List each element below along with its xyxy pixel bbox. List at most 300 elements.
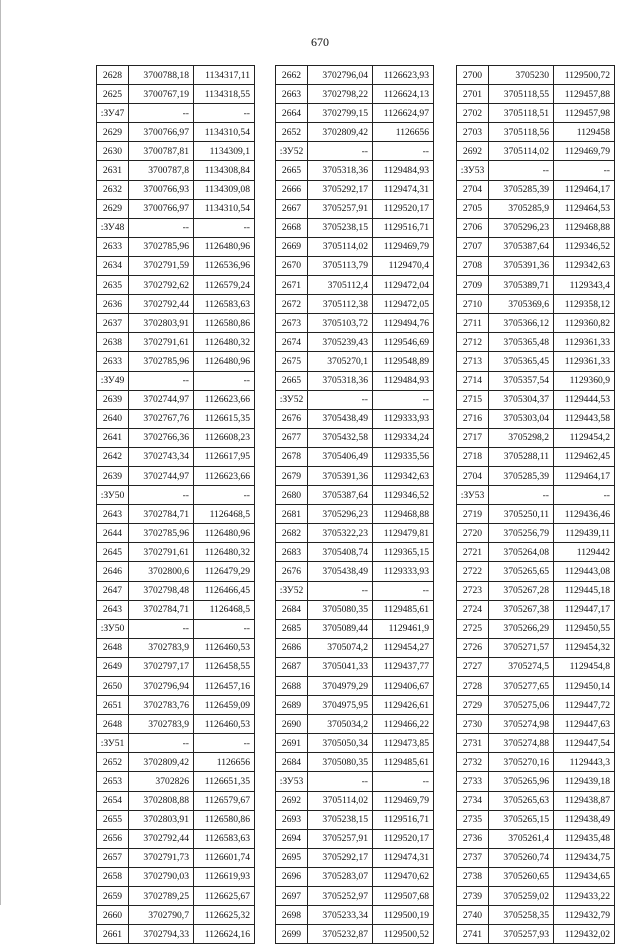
y-coordinate-cell: 1126468,5 xyxy=(194,505,255,524)
x-coordinate-cell: 3702800,6 xyxy=(129,562,194,581)
table-row xyxy=(457,218,615,237)
y-coordinate-cell: 1129462,45 xyxy=(554,447,615,466)
x-coordinate-cell: 3702784,71 xyxy=(129,505,194,524)
point-number-cell: 2639 xyxy=(97,466,129,485)
y-coordinate-cell: 1129438,87 xyxy=(554,791,615,810)
x-coordinate-cell: 3705274,5 xyxy=(489,657,554,676)
x-coordinate-cell: 3705366,12 xyxy=(489,314,554,333)
table-row xyxy=(457,199,615,218)
y-coordinate-cell: 1129500,19 xyxy=(373,906,434,925)
y-coordinate-cell: 1129342,63 xyxy=(554,256,615,275)
table-row xyxy=(276,466,434,485)
point-number-cell: 2667 xyxy=(276,199,308,218)
y-coordinate-cell: 1129333,93 xyxy=(373,409,434,428)
point-number-cell: 2652 xyxy=(276,123,308,142)
point-number-cell: 2625 xyxy=(97,85,129,104)
x-coordinate-cell: 3705238,15 xyxy=(308,218,373,237)
y-coordinate-cell: -- xyxy=(194,371,255,390)
x-coordinate-cell: 3705257,91 xyxy=(308,199,373,218)
x-coordinate-cell: 3705298,2 xyxy=(489,428,554,447)
y-coordinate-cell: 1129435,48 xyxy=(554,829,615,848)
coordinates-table-middle xyxy=(275,65,434,944)
x-coordinate-cell: 3705292,17 xyxy=(308,848,373,867)
y-coordinate-cell: -- xyxy=(194,619,255,638)
y-coordinate-cell: 1129432,02 xyxy=(554,925,615,944)
y-coordinate-cell: 1129365,15 xyxy=(373,543,434,562)
y-coordinate-cell: 1129470,62 xyxy=(373,867,434,886)
x-coordinate-cell: 3705277,65 xyxy=(489,677,554,696)
point-number-cell: :ЗУ49 xyxy=(97,371,129,390)
point-number-cell: 2730 xyxy=(457,715,489,734)
point-number-cell: 2663 xyxy=(276,85,308,104)
x-coordinate-cell: 3705074,2 xyxy=(308,638,373,657)
point-number-cell: 2652 xyxy=(97,753,129,772)
x-coordinate-cell: -- xyxy=(129,218,194,237)
x-coordinate-cell: 3705391,36 xyxy=(308,466,373,485)
x-coordinate-cell: 3702792,44 xyxy=(129,295,194,314)
table-row xyxy=(457,276,615,295)
point-number-cell: 2705 xyxy=(457,199,489,218)
table-row xyxy=(457,333,615,352)
table-row xyxy=(97,180,255,199)
y-coordinate-cell: 1129426,61 xyxy=(373,696,434,715)
x-coordinate-cell: 3705432,58 xyxy=(308,428,373,447)
y-coordinate-cell: 1129445,18 xyxy=(554,581,615,600)
point-number-cell: 2639 xyxy=(97,390,129,409)
table-row xyxy=(457,810,615,829)
point-number-cell: 2735 xyxy=(457,810,489,829)
point-number-cell: 2728 xyxy=(457,677,489,696)
x-coordinate-cell: 3705267,28 xyxy=(489,581,554,600)
point-number-cell: 2650 xyxy=(97,677,129,696)
point-number-cell: :ЗУ50 xyxy=(97,486,129,505)
y-coordinate-cell: 1129485,61 xyxy=(373,600,434,619)
x-coordinate-cell: 3702792,44 xyxy=(129,829,194,848)
y-coordinate-cell: 1129360,82 xyxy=(554,314,615,333)
x-coordinate-cell: 3705259,02 xyxy=(489,887,554,906)
table-row xyxy=(97,428,255,447)
point-number-cell: 2704 xyxy=(457,466,489,485)
table-row xyxy=(97,352,255,371)
table-row xyxy=(276,85,434,104)
table-row xyxy=(276,218,434,237)
point-number-cell: 2647 xyxy=(97,581,129,600)
y-coordinate-cell: 1126624,13 xyxy=(373,85,434,104)
table-row xyxy=(97,505,255,524)
table-row xyxy=(97,447,255,466)
x-coordinate-cell: 3702794,33 xyxy=(129,925,194,944)
x-coordinate-cell: 3704975,95 xyxy=(308,696,373,715)
point-number-cell: 2671 xyxy=(276,276,308,295)
table-row xyxy=(457,772,615,791)
x-coordinate-cell: 3705369,6 xyxy=(489,295,554,314)
x-coordinate-cell: 3705274,88 xyxy=(489,734,554,753)
y-coordinate-cell: 1129432,79 xyxy=(554,906,615,925)
x-coordinate-cell: 3705118,55 xyxy=(489,85,554,104)
table-row xyxy=(276,848,434,867)
page-number: 670 xyxy=(311,35,329,49)
y-coordinate-cell: 1134310,54 xyxy=(194,199,255,218)
scan-left-edge xyxy=(0,0,1,905)
point-number-cell: 2736 xyxy=(457,829,489,848)
point-number-cell: 2645 xyxy=(97,543,129,562)
y-coordinate-cell: 1126601,74 xyxy=(194,848,255,867)
table-row xyxy=(276,237,434,256)
y-coordinate-cell: 1129444,53 xyxy=(554,390,615,409)
y-coordinate-cell: 1126656 xyxy=(373,123,434,142)
table-row xyxy=(457,161,615,180)
point-number-cell: 2666 xyxy=(276,180,308,199)
table-row xyxy=(457,696,615,715)
x-coordinate-cell: 3705408,74 xyxy=(308,543,373,562)
y-coordinate-cell: 1126480,96 xyxy=(194,524,255,543)
x-coordinate-cell: 3705257,93 xyxy=(489,925,554,944)
x-coordinate-cell: -- xyxy=(489,486,554,505)
table-row xyxy=(457,314,615,333)
point-number-cell: 2700 xyxy=(457,66,489,85)
table-row xyxy=(97,237,255,256)
table-row xyxy=(276,734,434,753)
y-coordinate-cell: 1129358,12 xyxy=(554,295,615,314)
table-row xyxy=(97,619,255,638)
y-coordinate-cell: 1126656 xyxy=(194,753,255,772)
y-coordinate-cell: 1129466,22 xyxy=(373,715,434,734)
table-row xyxy=(97,848,255,867)
table-row xyxy=(457,256,615,275)
point-number-cell: 2713 xyxy=(457,352,489,371)
point-number-cell: 2689 xyxy=(276,696,308,715)
y-coordinate-cell: 1129468,88 xyxy=(554,218,615,237)
x-coordinate-cell: 3705230 xyxy=(489,66,554,85)
y-coordinate-cell: 1129447,17 xyxy=(554,600,615,619)
table-row xyxy=(457,638,615,657)
table-row xyxy=(276,333,434,352)
x-coordinate-cell: 3702783,76 xyxy=(129,696,194,715)
table-row xyxy=(97,295,255,314)
point-number-cell: 2665 xyxy=(276,371,308,390)
table-row xyxy=(97,371,255,390)
point-number-cell: 2676 xyxy=(276,409,308,428)
table-row xyxy=(457,925,615,944)
x-coordinate-cell: -- xyxy=(129,619,194,638)
table-row xyxy=(457,734,615,753)
table-row xyxy=(276,104,434,123)
x-coordinate-cell: 3705365,48 xyxy=(489,333,554,352)
table-row xyxy=(457,142,615,161)
x-coordinate-cell: 3705114,02 xyxy=(489,142,554,161)
point-number-cell: 2692 xyxy=(276,791,308,810)
x-coordinate-cell: 3705296,23 xyxy=(308,505,373,524)
point-number-cell: 2683 xyxy=(276,543,308,562)
point-number-cell: 2727 xyxy=(457,657,489,676)
x-coordinate-cell: 3705357,54 xyxy=(489,371,554,390)
y-coordinate-cell: 1129474,31 xyxy=(373,180,434,199)
x-coordinate-cell: -- xyxy=(308,772,373,791)
y-coordinate-cell: 1129335,56 xyxy=(373,447,434,466)
table-row xyxy=(457,123,615,142)
y-coordinate-cell: 1129443,08 xyxy=(554,562,615,581)
point-number-cell: 2635 xyxy=(97,276,129,295)
x-coordinate-cell: 3705274,98 xyxy=(489,715,554,734)
y-coordinate-cell: 1129457,98 xyxy=(554,104,615,123)
point-number-cell: 2685 xyxy=(276,619,308,638)
point-number-cell: 2734 xyxy=(457,791,489,810)
table-row xyxy=(457,85,615,104)
x-coordinate-cell: 3705233,34 xyxy=(308,906,373,925)
point-number-cell: 2719 xyxy=(457,505,489,524)
x-coordinate-cell: 3702797,17 xyxy=(129,657,194,676)
y-coordinate-cell: 1129342,63 xyxy=(373,466,434,485)
point-number-cell: :ЗУ47 xyxy=(97,104,129,123)
table-row xyxy=(457,505,615,524)
table-row xyxy=(97,314,255,333)
x-coordinate-cell: 3700787,81 xyxy=(129,142,194,161)
point-number-cell: 2684 xyxy=(276,753,308,772)
y-coordinate-cell: -- xyxy=(373,772,434,791)
x-coordinate-cell: 3705114,02 xyxy=(308,791,373,810)
x-coordinate-cell: 3705304,37 xyxy=(489,390,554,409)
point-number-cell: :ЗУ51 xyxy=(97,734,129,753)
x-coordinate-cell: 3702783,9 xyxy=(129,638,194,657)
y-coordinate-cell: 1126580,86 xyxy=(194,314,255,333)
table-row xyxy=(276,314,434,333)
table-row xyxy=(276,696,434,715)
table-row xyxy=(276,276,434,295)
point-number-cell: 2631 xyxy=(97,161,129,180)
table-row xyxy=(97,256,255,275)
table-row xyxy=(97,123,255,142)
point-number-cell: :ЗУ52 xyxy=(276,581,308,600)
point-number-cell: 2716 xyxy=(457,409,489,428)
x-coordinate-cell: -- xyxy=(308,142,373,161)
table-row xyxy=(276,810,434,829)
x-coordinate-cell: 3705285,9 xyxy=(489,199,554,218)
x-coordinate-cell: 3702744,97 xyxy=(129,466,194,485)
table-row xyxy=(457,887,615,906)
x-coordinate-cell: 3705113,79 xyxy=(308,256,373,275)
table-row xyxy=(276,562,434,581)
point-number-cell: 2633 xyxy=(97,352,129,371)
y-coordinate-cell: 1126624,16 xyxy=(194,925,255,944)
y-coordinate-cell: 1129516,71 xyxy=(373,218,434,237)
x-coordinate-cell: 3702803,91 xyxy=(129,810,194,829)
y-coordinate-cell: 1126651,35 xyxy=(194,772,255,791)
point-number-cell: 2629 xyxy=(97,199,129,218)
table-row xyxy=(276,715,434,734)
point-number-cell: 2688 xyxy=(276,677,308,696)
y-coordinate-cell: 1134308,84 xyxy=(194,161,255,180)
table-row xyxy=(97,657,255,676)
y-coordinate-cell: -- xyxy=(373,581,434,600)
table-row xyxy=(97,638,255,657)
y-coordinate-cell: 1126583,63 xyxy=(194,295,255,314)
point-number-cell: 2708 xyxy=(457,256,489,275)
y-coordinate-cell: 1126458,55 xyxy=(194,657,255,676)
x-coordinate-cell: 3705292,17 xyxy=(308,180,373,199)
y-coordinate-cell: 1129443,3 xyxy=(554,753,615,772)
x-coordinate-cell: 3705438,49 xyxy=(308,409,373,428)
table-row xyxy=(97,66,255,85)
table-row xyxy=(276,619,434,638)
y-coordinate-cell: 1129485,61 xyxy=(373,753,434,772)
y-coordinate-cell: 1129500,52 xyxy=(373,925,434,944)
table-row xyxy=(457,753,615,772)
y-coordinate-cell: 1126460,53 xyxy=(194,638,255,657)
x-coordinate-cell: 3700767,19 xyxy=(129,85,194,104)
x-coordinate-cell: 3700787,8 xyxy=(129,161,194,180)
x-coordinate-cell: 3705257,91 xyxy=(308,829,373,848)
point-number-cell: 2720 xyxy=(457,524,489,543)
y-coordinate-cell: 1126624,97 xyxy=(373,104,434,123)
y-coordinate-cell: 1126579,67 xyxy=(194,791,255,810)
y-coordinate-cell: 1129439,11 xyxy=(554,524,615,543)
point-number-cell: 2687 xyxy=(276,657,308,676)
y-coordinate-cell: 1134309,1 xyxy=(194,142,255,161)
point-number-cell: 2674 xyxy=(276,333,308,352)
point-number-cell: 2697 xyxy=(276,887,308,906)
point-number-cell: 2642 xyxy=(97,447,129,466)
x-coordinate-cell: 3702784,71 xyxy=(129,600,194,619)
x-coordinate-cell: 3705365,45 xyxy=(489,352,554,371)
y-coordinate-cell: 1129464,17 xyxy=(554,180,615,199)
table-row xyxy=(97,543,255,562)
table-row xyxy=(457,428,615,447)
point-number-cell: 2738 xyxy=(457,867,489,886)
table-row xyxy=(457,581,615,600)
x-coordinate-cell: 3705267,38 xyxy=(489,600,554,619)
x-coordinate-cell: 3702791,59 xyxy=(129,256,194,275)
x-coordinate-cell: 3702809,42 xyxy=(308,123,373,142)
y-coordinate-cell: 1129360,9 xyxy=(554,371,615,390)
point-number-cell: 2653 xyxy=(97,772,129,791)
x-coordinate-cell: 3702744,97 xyxy=(129,390,194,409)
y-coordinate-cell: 1126468,5 xyxy=(194,600,255,619)
point-number-cell: 2715 xyxy=(457,390,489,409)
y-coordinate-cell: 1126459,09 xyxy=(194,696,255,715)
y-coordinate-cell: 1126617,95 xyxy=(194,447,255,466)
x-coordinate-cell: 3705265,63 xyxy=(489,791,554,810)
y-coordinate-cell: 1129473,85 xyxy=(373,734,434,753)
table-row xyxy=(276,906,434,925)
point-number-cell: 2741 xyxy=(457,925,489,944)
table-row xyxy=(457,486,615,505)
table-row xyxy=(97,390,255,409)
table-row xyxy=(97,772,255,791)
table-row xyxy=(97,85,255,104)
table-row xyxy=(276,180,434,199)
y-coordinate-cell: 1129450,14 xyxy=(554,677,615,696)
table-row xyxy=(457,447,615,466)
x-coordinate-cell: 3702789,25 xyxy=(129,887,194,906)
x-coordinate-cell: 3705261,4 xyxy=(489,829,554,848)
x-coordinate-cell: -- xyxy=(129,104,194,123)
y-coordinate-cell: 1129346,52 xyxy=(373,486,434,505)
point-number-cell: 2694 xyxy=(276,829,308,848)
point-number-cell: 2676 xyxy=(276,562,308,581)
table-row xyxy=(97,581,255,600)
point-number-cell: 2640 xyxy=(97,409,129,428)
point-number-cell: 2654 xyxy=(97,791,129,810)
table-row xyxy=(276,371,434,390)
x-coordinate-cell: 3702743,34 xyxy=(129,447,194,466)
point-number-cell: 2664 xyxy=(276,104,308,123)
x-coordinate-cell: 3705275,06 xyxy=(489,696,554,715)
x-coordinate-cell: 3705260,65 xyxy=(489,867,554,886)
table-row xyxy=(457,237,615,256)
y-coordinate-cell: 1126625,67 xyxy=(194,887,255,906)
point-number-cell: 2693 xyxy=(276,810,308,829)
table-row xyxy=(276,677,434,696)
point-number-cell: 2657 xyxy=(97,848,129,867)
point-number-cell: 2670 xyxy=(276,256,308,275)
table-row xyxy=(97,104,255,123)
table-row xyxy=(276,581,434,600)
point-number-cell: :ЗУ48 xyxy=(97,218,129,237)
x-coordinate-cell: 3705283,07 xyxy=(308,867,373,886)
x-coordinate-cell: 3705322,23 xyxy=(308,524,373,543)
table-row xyxy=(457,524,615,543)
point-number-cell: 2673 xyxy=(276,314,308,333)
table-row xyxy=(97,409,255,428)
y-coordinate-cell: -- xyxy=(554,161,615,180)
table-row xyxy=(276,352,434,371)
table-row xyxy=(457,409,615,428)
y-coordinate-cell: 1129447,54 xyxy=(554,734,615,753)
table-row xyxy=(97,276,255,295)
point-number-cell: 2665 xyxy=(276,161,308,180)
y-coordinate-cell: 1134318,55 xyxy=(194,85,255,104)
point-number-cell: 2669 xyxy=(276,237,308,256)
y-coordinate-cell: 1129470,4 xyxy=(373,256,434,275)
y-coordinate-cell: 1134317,11 xyxy=(194,66,255,85)
point-number-cell: 2630 xyxy=(97,142,129,161)
y-coordinate-cell: 1126479,29 xyxy=(194,562,255,581)
table-row xyxy=(97,753,255,772)
x-coordinate-cell: 3705258,35 xyxy=(489,906,554,925)
y-coordinate-cell: 1129458 xyxy=(554,123,615,142)
x-coordinate-cell: 3705288,11 xyxy=(489,447,554,466)
x-coordinate-cell: 3702798,22 xyxy=(308,85,373,104)
table-row xyxy=(276,638,434,657)
x-coordinate-cell: 3702796,94 xyxy=(129,677,194,696)
x-coordinate-cell: 3702809,42 xyxy=(129,753,194,772)
table-row xyxy=(276,925,434,944)
point-number-cell: 2677 xyxy=(276,428,308,447)
y-coordinate-cell: 1129406,67 xyxy=(373,677,434,696)
y-coordinate-cell: 1129520,17 xyxy=(373,199,434,218)
point-number-cell: 2672 xyxy=(276,295,308,314)
point-number-cell: 2643 xyxy=(97,600,129,619)
y-coordinate-cell: 1129468,88 xyxy=(373,505,434,524)
y-coordinate-cell: 1129443,58 xyxy=(554,409,615,428)
table-row xyxy=(97,734,255,753)
table-row xyxy=(276,390,434,409)
x-coordinate-cell: 3705285,39 xyxy=(489,180,554,199)
table-row xyxy=(457,180,615,199)
point-number-cell: 2634 xyxy=(97,256,129,275)
y-coordinate-cell: -- xyxy=(194,734,255,753)
x-coordinate-cell: 3705112,38 xyxy=(308,295,373,314)
y-coordinate-cell: 1126615,35 xyxy=(194,409,255,428)
point-number-cell: 2731 xyxy=(457,734,489,753)
table-row xyxy=(97,562,255,581)
x-coordinate-cell: 3702791,61 xyxy=(129,543,194,562)
point-number-cell: 2668 xyxy=(276,218,308,237)
y-coordinate-cell: 1129507,68 xyxy=(373,887,434,906)
point-number-cell: 2691 xyxy=(276,734,308,753)
point-number-cell: :ЗУ52 xyxy=(276,142,308,161)
x-coordinate-cell: 3705406,49 xyxy=(308,447,373,466)
